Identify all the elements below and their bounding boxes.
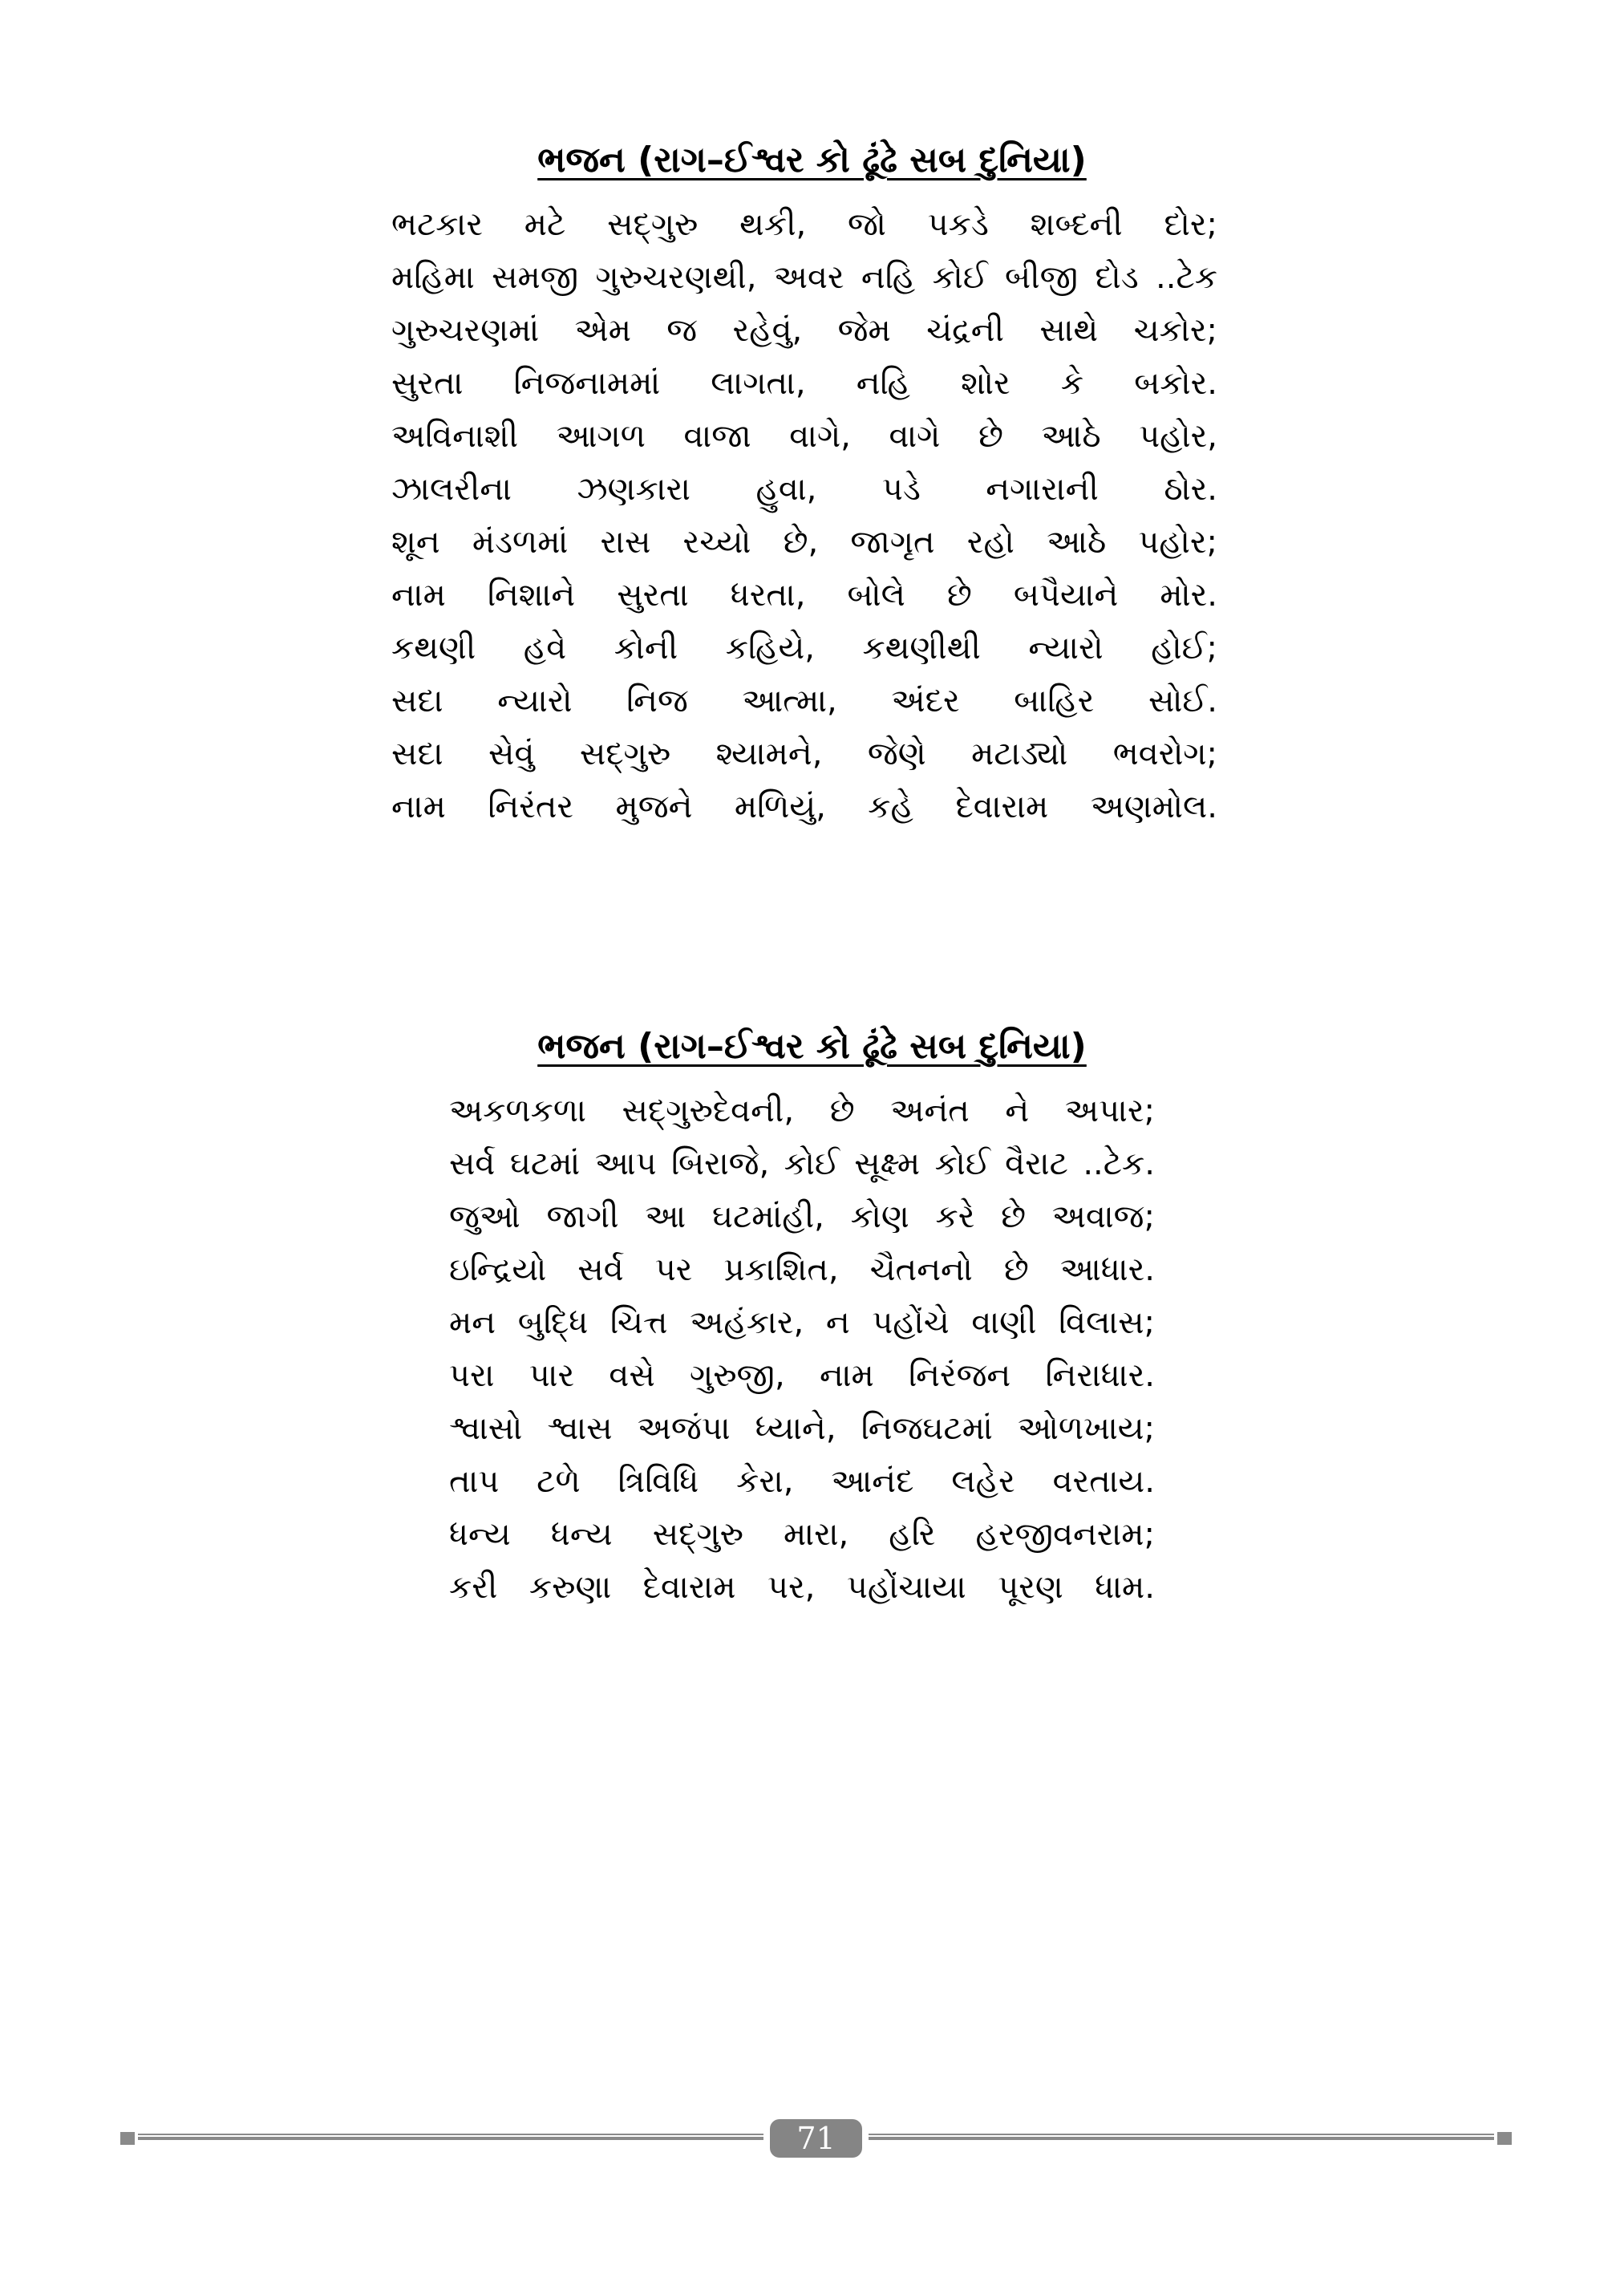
verse-line: સદા સેવું સદ્‌ગુરુ શ્યામને, જેણે મટાડ્યો ભવરોગ; (391, 736, 1217, 772)
bhajan-heading-2: ભજન (રાગ–ઈશ્વર કો ઢૂંઢે સબ દુનિયા) (537, 1026, 1087, 1067)
footer-rule-right (869, 2134, 1494, 2140)
verse-line: ધન્ય ધન્ય સદ્‌ગુરુ મારા, હરિ હરજીવનરામ; (449, 1516, 1155, 1553)
verse-line: કથણી હવે કોની કહિયે, કથણીથી ન્યારો હોઈ; (391, 630, 1217, 667)
footer-rule-cap-left (120, 2132, 135, 2145)
verse-line: શૂન મંડળમાં રાસ રચ્યો છે, જાગૃત રહો આઠે પહોર; (391, 524, 1217, 561)
verse-line: ગુરુચરણમાં એમ જ રહેવું, જેમ ચંદ્રની સાથે ચકોર; (391, 312, 1217, 349)
verse-line: ઇન્દ્રિયો સર્વ પર પ્રકાશિત, ચૈતનનો છે આધાર. (449, 1251, 1155, 1288)
verse-line: નામ નિરંતર મુજને મળિયું, કહે દેવારામ અણમોલ. (391, 788, 1217, 825)
footer-rule-cap-right (1497, 2132, 1512, 2145)
page-footer (120, 2119, 1512, 2158)
verse-line: મહિમા સમજી ગુરુચરણથી, અવર નહિ કોઈ બીજી દોડ ..ટેક (391, 259, 1217, 296)
verse-line: તાપ ટળે ત્રિવિધિ કેરા, આનંદ લહેર વરતાય. (449, 1463, 1155, 1500)
verse-line: પરા પાર વસે ગુરુજી, નામ નિરંજન નિરાધાર. (449, 1357, 1155, 1394)
verse-line: અકળકળા સદ્‌ગુરુદેવની, છે અનંત ને અપાર; (449, 1092, 1155, 1129)
verse-line: ઝાલરીના ઝણકારા હુવા, પડે નગારાની ઠોર. (391, 471, 1217, 508)
page-number: 71 (770, 2119, 862, 2158)
bhajan-verse-1 (391, 198, 1217, 833)
verse-line: મન બુદ્ધિ ચિત્ત અહંકાર, ન પહોંચે વાણી વિલાસ; (449, 1304, 1155, 1341)
verse-line: નામ નિશાને સુરતા ધરતા, બોલે છે બપૈયાને મોર. (391, 577, 1217, 614)
verse-line: સર્વ ઘટમાં આપ બિરાજે, કોઈ સૂક્ષ્મ કોઈ વૈરાટ ..ટેક. (449, 1145, 1155, 1182)
bhajan-heading-1: ભજન (રાગ–ઈશ્વર કો ઢૂંઢે સબ દુનિયા) (537, 140, 1087, 180)
verse-line: શ્વાસો શ્વાસ અજંપા ધ્યાને, નિજઘટમાં ઓળખાય; (449, 1410, 1155, 1447)
verse-line: અવિનાશી આગળ વાજા વાગે, વાગે છે આઠે પહોર, (391, 418, 1217, 455)
verse-line: કરી કરુણા દેવારામ પર, પહોંચાયા પૂરણ ધામ. (449, 1569, 1155, 1606)
verse-line: ભટકાર મટે સદ્‌ગુરુ થકી, જો પકડે શબ્દની દોર; (391, 206, 1217, 243)
bhajan-section-1 (0, 132, 1624, 825)
footer-rule-left (138, 2134, 763, 2140)
verse-line: સદા ન્યારો નિજ આત્મા, અંદર બાહિર સોઈ. (391, 683, 1217, 719)
bhajan-verse-2 (449, 1084, 1155, 1614)
bhajan-section-2 (0, 1019, 1624, 1606)
verse-line: જુઓ જાગી આ ઘટમાંહી, કોણ કરે છે અવાજ; (449, 1198, 1155, 1235)
verse-line: સુરતા નિજનામમાં લાગતા, નહિ શોર કે બકોર. (391, 365, 1217, 402)
